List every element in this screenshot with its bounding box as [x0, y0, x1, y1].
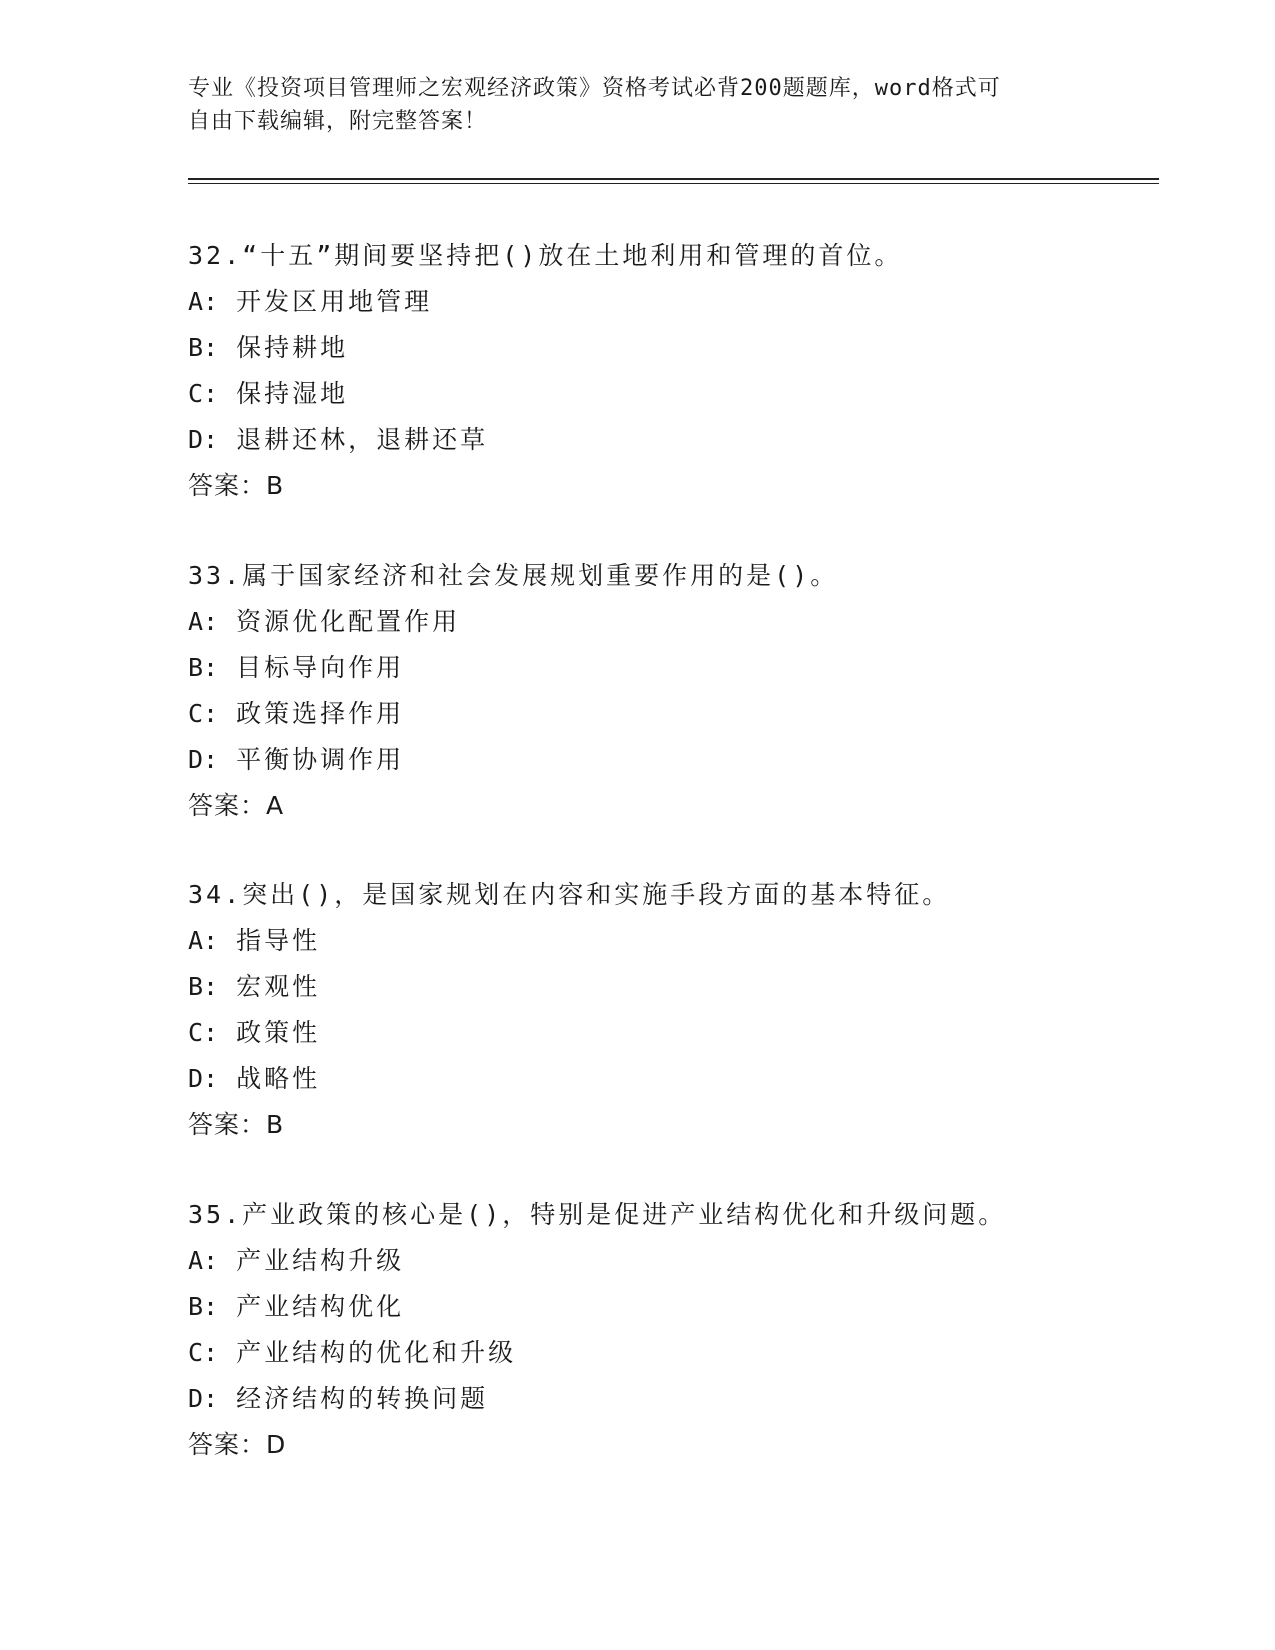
option-text: 资源优化配置作用 — [236, 607, 461, 636]
option-text: 战略性 — [236, 1064, 321, 1093]
option-d — [188, 417, 1168, 463]
question-33 — [188, 553, 1168, 829]
question-stem: 35.产业政策的核心是()，特别是促进产业结构优化和升级问题。 — [188, 1200, 1007, 1229]
option-key: A: — [188, 1246, 219, 1275]
header-line-1: 专业《投资项目管理师之宏观经济政策》资格考试必背200题题库，word格式可 — [188, 76, 1001, 101]
option-key: C: — [188, 1338, 219, 1367]
option-text: 政策选择作用 — [236, 699, 405, 728]
option-text: 保持湿地 — [236, 379, 349, 408]
question-stem: 32.“十五”期间要坚持把()放在土地利用和管理的首位。 — [188, 241, 903, 270]
option-text: 宏观性 — [236, 972, 321, 1001]
option-c — [188, 1330, 1168, 1376]
answer-line: 答案：D — [188, 1430, 287, 1459]
option-key: A: — [188, 926, 219, 955]
question-stem: 33.属于国家经济和社会发展规划重要作用的是()。 — [188, 561, 839, 590]
option-text: 退耕还林，退耕还草 — [236, 425, 489, 454]
option-key: D: — [188, 1384, 219, 1413]
option-text: 平衡协调作用 — [236, 745, 405, 774]
option-key: D: — [188, 1064, 219, 1093]
option-text: 保持耕地 — [236, 333, 349, 362]
option-text: 产业结构升级 — [236, 1246, 405, 1275]
option-text: 开发区用地管理 — [236, 287, 433, 316]
question-35 — [188, 1192, 1168, 1468]
option-key: D: — [188, 425, 219, 454]
option-a — [188, 1238, 1168, 1284]
option-b — [188, 964, 1168, 1010]
answer-line: 答案：A — [188, 791, 285, 820]
option-text: 政策性 — [236, 1018, 321, 1047]
option-key: D: — [188, 745, 219, 774]
option-d — [188, 1376, 1168, 1422]
option-b — [188, 645, 1168, 691]
option-key: B: — [188, 972, 219, 1001]
header-divider — [188, 178, 1159, 180]
question-32 — [188, 233, 1168, 509]
option-a — [188, 279, 1168, 325]
option-text: 产业结构优化 — [236, 1292, 405, 1321]
option-key: C: — [188, 699, 219, 728]
option-key: A: — [188, 287, 219, 316]
option-c — [188, 1010, 1168, 1056]
answer-line: 答案：B — [188, 471, 285, 500]
document-header — [188, 72, 1068, 138]
option-d — [188, 737, 1168, 783]
option-b — [188, 1284, 1168, 1330]
option-key: B: — [188, 1292, 219, 1321]
option-b — [188, 325, 1168, 371]
option-c — [188, 691, 1168, 737]
option-key: B: — [188, 333, 219, 362]
option-key: A: — [188, 607, 219, 636]
option-text: 目标导向作用 — [236, 653, 405, 682]
answer-line: 答案：B — [188, 1110, 285, 1139]
header-divider-thin — [188, 183, 1159, 184]
option-text: 指导性 — [236, 926, 321, 955]
option-text: 产业结构的优化和升级 — [236, 1338, 517, 1367]
option-key: C: — [188, 379, 219, 408]
option-d — [188, 1056, 1168, 1102]
option-a — [188, 599, 1168, 645]
option-key: C: — [188, 1018, 219, 1047]
option-c — [188, 371, 1168, 417]
question-34 — [188, 872, 1168, 1148]
question-stem: 34.突出()，是国家规划在内容和实施手段方面的基本特征。 — [188, 880, 951, 909]
header-line-2: 自由下载编辑，附完整答案！ — [188, 109, 488, 134]
option-key: B: — [188, 653, 219, 682]
option-text: 经济结构的转换问题 — [236, 1384, 489, 1413]
option-a — [188, 918, 1168, 964]
